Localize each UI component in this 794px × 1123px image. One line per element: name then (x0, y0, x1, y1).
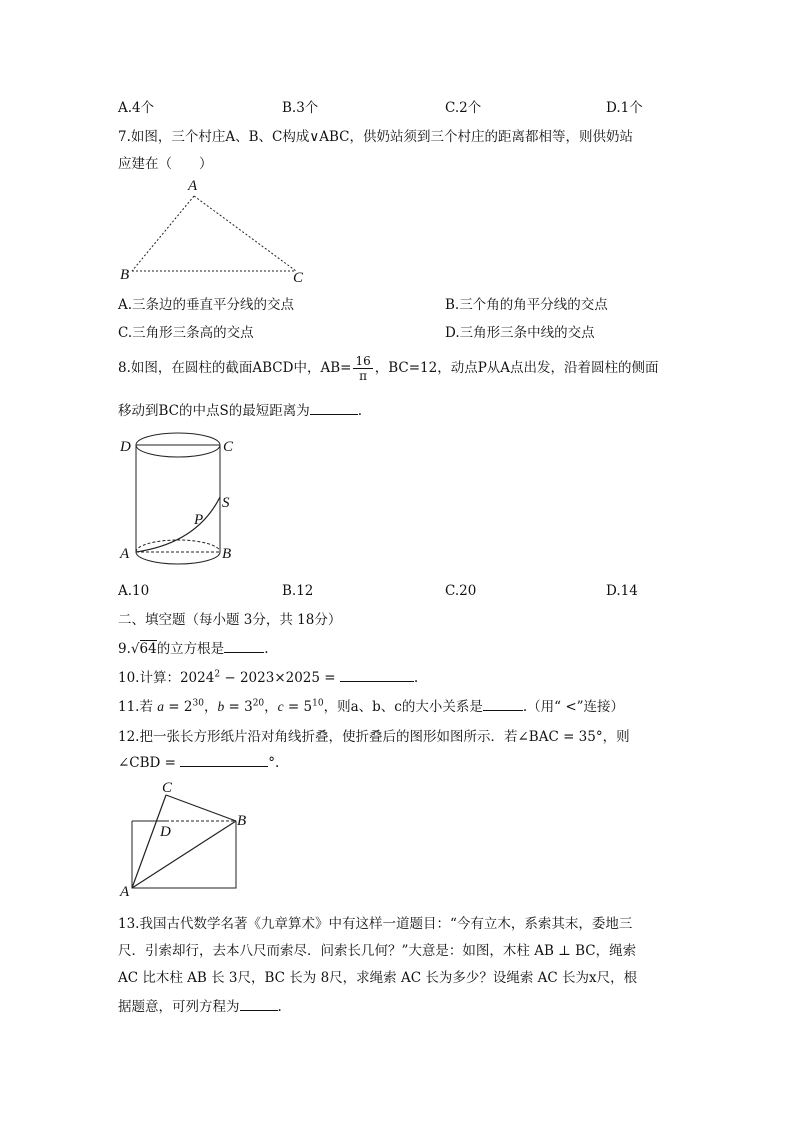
q12-line-ac (132, 795, 166, 888)
q13-stem-line2: 尺．引索却行，去本八尺而索尽．问索长几何？”大意是：如图，木柱 AB ⊥ BC，绳索 (118, 943, 637, 959)
q8-stem-line1 (118, 348, 659, 388)
q12-label-d: D (160, 824, 171, 840)
q10-exponent: 2 (214, 669, 221, 680)
q10-stem (118, 666, 418, 686)
q11-part7: ，则a、b、c的大小关系是 (323, 699, 483, 715)
q12-line2-prefix: ∠CBD = (118, 755, 181, 771)
q12-line-cb (166, 795, 236, 821)
q8-label-c: C (223, 439, 234, 455)
q13-line4-end: . (277, 999, 282, 1015)
q6-option-b: B.3个 (282, 100, 319, 116)
q8-option-a: A.10 (118, 583, 150, 599)
q12-line2-end: °. (268, 755, 280, 771)
q11-part2: = 2 (164, 699, 193, 715)
q13-stem-line4 (118, 995, 282, 1015)
q12-stem-line2 (118, 754, 279, 771)
q8-line2-end: . (357, 403, 363, 419)
sqrt-icon: √ (130, 641, 140, 657)
q8-option-b: B.12 (282, 583, 314, 599)
q7-stem-line2: 应建在（ ） (118, 156, 213, 172)
q12-stem-line1: 12.把一张长方形纸片沿对角线折叠，使折叠后的图形如图所示．若∠BAC = 35°，则 (118, 729, 630, 745)
q8-label-b: B (222, 546, 232, 562)
q8-frac-numerator: 16 (355, 354, 371, 368)
q7-label-a: A (188, 178, 198, 194)
q13-line4-text: 据题意，可列方程为 (118, 999, 240, 1015)
q12-label-a: A (120, 884, 130, 900)
q11-exp1: 30 (192, 698, 204, 709)
q11-part6: = 5 (283, 699, 313, 715)
q6-option-d: D.1个 (606, 100, 643, 116)
q7-side-ab (132, 196, 194, 271)
q11-var-a: a (157, 699, 165, 714)
q11-exp3: 10 (312, 698, 324, 709)
q11-part4: = 3 (224, 699, 253, 715)
q8-option-c: C.20 (445, 583, 477, 599)
q11-part1: 11.若 (118, 699, 158, 715)
q12-answer-blank (180, 754, 268, 767)
q9-prefix: 9. (118, 641, 131, 657)
q7-option-b: B.三个角的角平分线的交点 (445, 297, 608, 313)
q9-end: . (264, 641, 269, 657)
q10-end: . (413, 670, 419, 686)
q10-prefix: 10.计算：2024 (118, 670, 215, 686)
q8-fraction (353, 354, 372, 383)
q8-frac-denominator: π (359, 369, 368, 383)
q8-prefix: 8.如图，在圆柱的截面ABCD中，AB= (118, 360, 352, 376)
q11-exp2: 20 (252, 698, 265, 709)
q7-option-a: A.三条边的垂直平分线的交点 (118, 297, 295, 313)
q13-stem-line1: 13.我国古代数学名著《九章算术》中有这样一道题目：“今有立木，系索其末，委地三 (118, 916, 633, 932)
section2-title: 二、填空题（每小题 3分，共 18分） (118, 612, 342, 628)
q7-option-d: D.三角形三条中线的交点 (445, 325, 595, 341)
q8-suffix: ，BC=12，动点P从A点出发，沿着圆柱的侧面 (374, 360, 659, 376)
q11-part5: ， (264, 699, 278, 715)
q8-answer-blank (310, 402, 358, 415)
q11-var-c: c (277, 699, 284, 714)
q10-mid: − 2023×2025 = (220, 670, 340, 686)
q12-label-b: B (237, 813, 247, 829)
q11-stem (118, 695, 624, 715)
q11-part8: .（用“ <”连接） (522, 699, 625, 715)
q6-option-c: C.2个 (445, 100, 482, 116)
q7-side-ac (194, 196, 296, 271)
q9-answer-blank (224, 640, 264, 653)
q7-label-c: C (293, 270, 304, 286)
q8-bottom-front-arc (136, 552, 220, 564)
q7-label-b: B (120, 267, 130, 283)
q8-label-a: A (120, 546, 130, 562)
q8-option-d: D.14 (606, 583, 638, 599)
q9-stem (118, 637, 268, 657)
q11-part3: ， (203, 699, 218, 715)
q10-answer-blank (340, 669, 414, 682)
q8-line2-text: 移动到BC的中点S的最短距离为 (118, 403, 310, 419)
q8-label-d: D (120, 439, 131, 455)
q11-var-b: b (217, 699, 225, 714)
q8-cylinder-figure (112, 425, 252, 580)
q7-option-c: C.三角形三条高的交点 (118, 325, 254, 341)
q11-answer-blank (483, 698, 523, 711)
q12-label-c: C (162, 780, 173, 796)
q6-option-a: A.4个 (118, 100, 155, 116)
q9-radicand: 64 (139, 641, 157, 657)
q12-fold-figure (112, 778, 262, 898)
q8-stem-line2 (118, 399, 362, 419)
q8-label-p: P (194, 512, 204, 528)
q13-stem-line3: AC 比木柱 AB 长 3尺，BC 长为 8尺，求绳索 AC 长为多少？设绳索 AC 长为x尺，根 (118, 970, 638, 986)
q8-label-s: S (222, 495, 230, 511)
q9-suffix: 的立方根是 (156, 641, 225, 657)
q12-line-ab (132, 821, 236, 888)
q7-stem-line1: 7.如图，三个村庄A、B、C构成∨ABC，供奶站须到三个村庄的距离都相等，则供奶站 (118, 129, 634, 145)
q7-triangle-figure (110, 172, 320, 287)
q13-answer-blank (240, 998, 278, 1011)
